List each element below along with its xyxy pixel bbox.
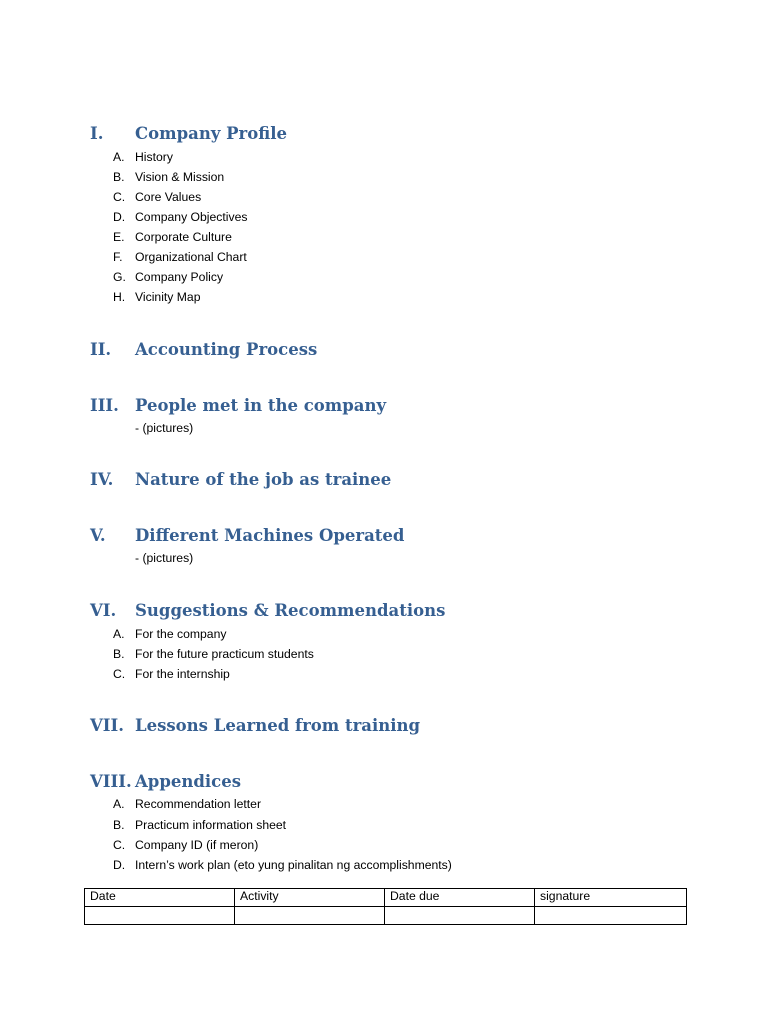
list-letter: B. (113, 170, 125, 184)
section-heading-lessons-learned (90, 716, 420, 736)
list-text: Company Objectives (135, 210, 248, 224)
table-cell (85, 907, 235, 925)
list-text: Practicum information sheet (135, 818, 287, 832)
list-item-work-plan (113, 857, 452, 873)
list-letter: A. (113, 797, 125, 811)
section-title: Suggestions & Recommendations (135, 601, 446, 620)
section-title: Company Profile (135, 124, 288, 143)
list-text: For the company (135, 627, 227, 641)
table-header-activity: Activity (235, 889, 385, 907)
list-item-vicinity-map (113, 289, 200, 305)
section-heading-appendices (90, 772, 241, 792)
list-item-company-objectives (113, 209, 247, 225)
list-item-for-internship (113, 666, 230, 682)
section-title: Accounting Process (135, 340, 318, 359)
section-heading-nature-of-job (90, 470, 391, 490)
table-header-signature: signature (535, 889, 687, 907)
pictures-note: - (pictures) (135, 421, 194, 435)
list-letter: A. (113, 150, 125, 164)
list-text: Company Policy (135, 270, 224, 284)
section-number: VIII. (90, 772, 132, 791)
table-row (85, 907, 687, 925)
work-plan-table (84, 888, 687, 925)
section-title: People met in the company (135, 396, 387, 415)
list-text: Core Values (135, 190, 202, 204)
list-text: Organizational Chart (135, 250, 247, 264)
list-letter: A. (113, 627, 125, 641)
section-heading-people-met (90, 396, 386, 416)
section-heading-suggestions (90, 601, 445, 621)
list-item-for-students (113, 646, 314, 662)
list-item-core-values (113, 189, 201, 205)
section-number: VI. (90, 601, 117, 620)
section-number: III. (90, 396, 119, 415)
list-letter: G. (113, 270, 126, 284)
list-letter: C. (113, 190, 126, 204)
section-number: I. (90, 124, 104, 143)
section-title: Lessons Learned from training (135, 716, 421, 735)
list-letter: E. (113, 230, 125, 244)
list-item-company-policy (113, 269, 223, 285)
list-item-info-sheet (113, 817, 286, 833)
section-heading-accounting-process (90, 340, 317, 360)
list-letter: D. (113, 858, 126, 872)
pictures-note: - (pictures) (135, 551, 194, 565)
section-number: II. (90, 340, 112, 359)
list-text: Company ID (if meron) (135, 838, 259, 852)
list-item-corporate-culture (113, 229, 232, 245)
list-letter: C. (113, 667, 126, 681)
table-header-date: Date (85, 889, 235, 907)
list-text: Intern’s work plan (eto yung pinalitan ng accomplishments) (135, 858, 452, 872)
list-item-vision-mission (113, 169, 224, 185)
section-heading-company-profile (90, 124, 287, 144)
table-cell (535, 907, 687, 925)
list-text: Recommendation letter (135, 797, 261, 811)
table-header-date-due: Date due (385, 889, 535, 907)
list-letter: F. (113, 250, 123, 264)
section-number: V. (90, 526, 106, 545)
list-text: For the future practicum students (135, 647, 314, 661)
list-item-organizational-chart (113, 249, 247, 265)
section-title: Nature of the job as trainee (135, 470, 392, 489)
list-item-company-id (113, 837, 258, 853)
list-item-history (113, 149, 173, 165)
list-item-recommendation-letter (113, 796, 261, 812)
list-letter: B. (113, 647, 125, 661)
list-letter: D. (113, 210, 126, 224)
list-letter: B. (113, 818, 125, 832)
section-number: IV. (90, 470, 114, 489)
list-text: Corporate Culture (135, 230, 232, 244)
list-letter: H. (113, 290, 126, 304)
section-title: Different Machines Operated (135, 526, 405, 545)
list-text: Vicinity Map (135, 290, 201, 304)
table-header-row (85, 889, 687, 907)
list-text: History (135, 150, 173, 164)
list-item-for-company (113, 626, 226, 642)
list-text: Vision & Mission (135, 170, 225, 184)
section-heading-machines (90, 526, 404, 546)
section-number: VII. (90, 716, 124, 735)
table-cell (235, 907, 385, 925)
list-letter: C. (113, 838, 126, 852)
list-text: For the internship (135, 667, 230, 681)
section-title: Appendices (135, 772, 242, 791)
table-cell (385, 907, 535, 925)
